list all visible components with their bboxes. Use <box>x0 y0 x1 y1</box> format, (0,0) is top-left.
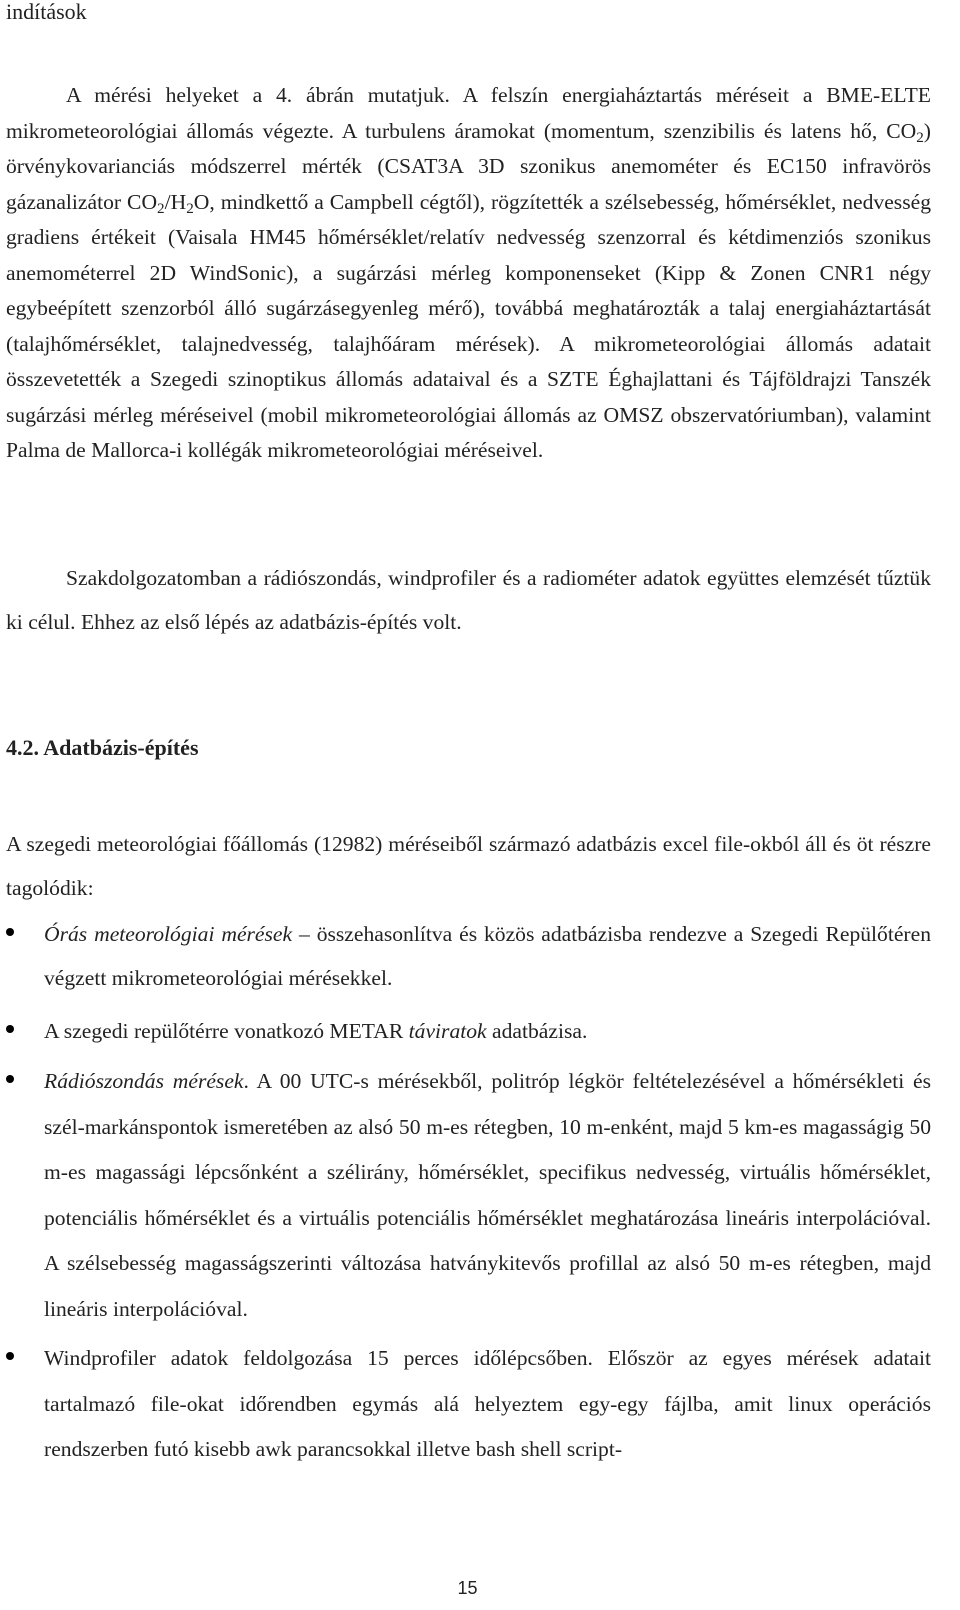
running-head: indítások <box>6 0 87 24</box>
bullet-icon <box>6 928 14 936</box>
subscript: 2 <box>186 200 194 217</box>
list-item-text: . A 00 UTC-s mérésekből, politróp légkör feltételezésével a hőmérsékleti és szél-markánspontok ismeretében az alsó 50 m-es rétegben, 10 m-enként, majd 5 km-es magasságig 50 m-es magassági lépcsőnként a szélirány, hőmérséklet, specifikus nedvesség, virtuális hőmérséklet, potenciális hőmérséklet és a virtuális potenciális hőmérséklet meghatározása lineáris interpolációval. A szélsebesség magasságszerinti változása hatványkitevős profillal az alsó 50 m-es rétegben, majd lineáris interpolációval. <box>44 1069 931 1321</box>
page-number: 15 <box>457 1578 478 1598</box>
list-item <box>6 912 931 1000</box>
list-item-text: A szegedi repülőtérre vonatkozó METAR <box>44 1019 409 1043</box>
list-item-italic: Rádiószondás mérések <box>44 1069 244 1093</box>
list-item-text: – összehasonlítva és közös adatbázisba rendezve a Szegedi Repülőtéren végzett mikrometeorológiai mérésekkel. <box>44 922 931 990</box>
list-item <box>6 1059 931 1332</box>
paragraph-text: /H <box>164 189 187 214</box>
bullet-icon <box>6 1025 14 1033</box>
paragraph-measurement-sites <box>6 78 931 469</box>
section-heading: 4.2. Adatbázis-építés <box>6 735 199 760</box>
subscript: 2 <box>157 200 165 217</box>
list-item <box>6 1336 931 1473</box>
paragraph-text: A mérési helyeket a 4. ábrán mutatjuk. A felszín energiaháztartás méréseit a BME-ELTE mikrometeorológiai állomás végezte. A turbulens áramokat (momentum, szenzibilis és latens hő, CO <box>6 83 931 143</box>
paragraph-database-intro: A szegedi meteorológiai főállomás (12982) méréseiből származó adatbázis excel file-okból áll és öt részre tagolódik: <box>6 832 931 900</box>
list-item <box>6 1009 931 1053</box>
subscript: 2 <box>916 129 924 146</box>
bullet-icon <box>6 1075 14 1083</box>
list-item-text: adatbázisa. <box>486 1019 588 1043</box>
bullet-list <box>6 912 931 1473</box>
list-item-italic: Órás meteorológiai mérések <box>44 922 293 946</box>
paragraph-text: ) örvénykovarianciás módszerrel mérték (CSAT3A 3D szonikus anemométer és EC150 infravörös gázanalizátor CO <box>6 118 931 214</box>
list-item-italic: táviratok <box>408 1019 487 1043</box>
list-item-text: Windprofiler adatok feldolgozása 15 perces időlépcsőben. Először az egyes mérések adatait tartalmazó file-okat időrendben egymás alá helyeztem egy-egy fájlba, amit linux operációs rendszerben futó kisebb awk parancsokkal illetve bash shell script- <box>44 1346 931 1461</box>
bullet-icon <box>6 1352 14 1360</box>
paragraph-text: O, mindkettő a Campbell cégtől), rögzítették a szélsebesség, hőmérséklet, nedvesség gradiens értékeit (Vaisala HM45 hőmérséklet/relatív nedvesség szenzorral és kétdimenziós szonikus anemométerrel 2D WindSonic), a sugárzási mérleg komponenseket (Kipp & Zonen CNR1 négy egybeépített szenzorból álló sugárzásegyenleg mérő), továbbá meghatározták a talaj energiaháztartását (talajhőmérséklet, talajnedvesség, talajhőáram mérések). A mikrometeorológiai állomás adatait összevetették a Szegedi szinoptikus állomás adataival és a SZTE Éghajlattani és Tájföldrajzi Tanszék sugárzási mérleg méréseivel (mobil mikrometeorológiai állomás az OMSZ obszervatóriumban), valamint Palma de Mallorca-i kollégák mikrometeorológiai méréseivel. <box>6 189 931 462</box>
paragraph-thesis-goal: Szakdolgozatomban a rádiószondás, windprofiler és a radiométer adatok együttes elemzését tűztük ki célul. Ehhez az első lépés az adatbázis-építés volt. <box>6 566 931 634</box>
